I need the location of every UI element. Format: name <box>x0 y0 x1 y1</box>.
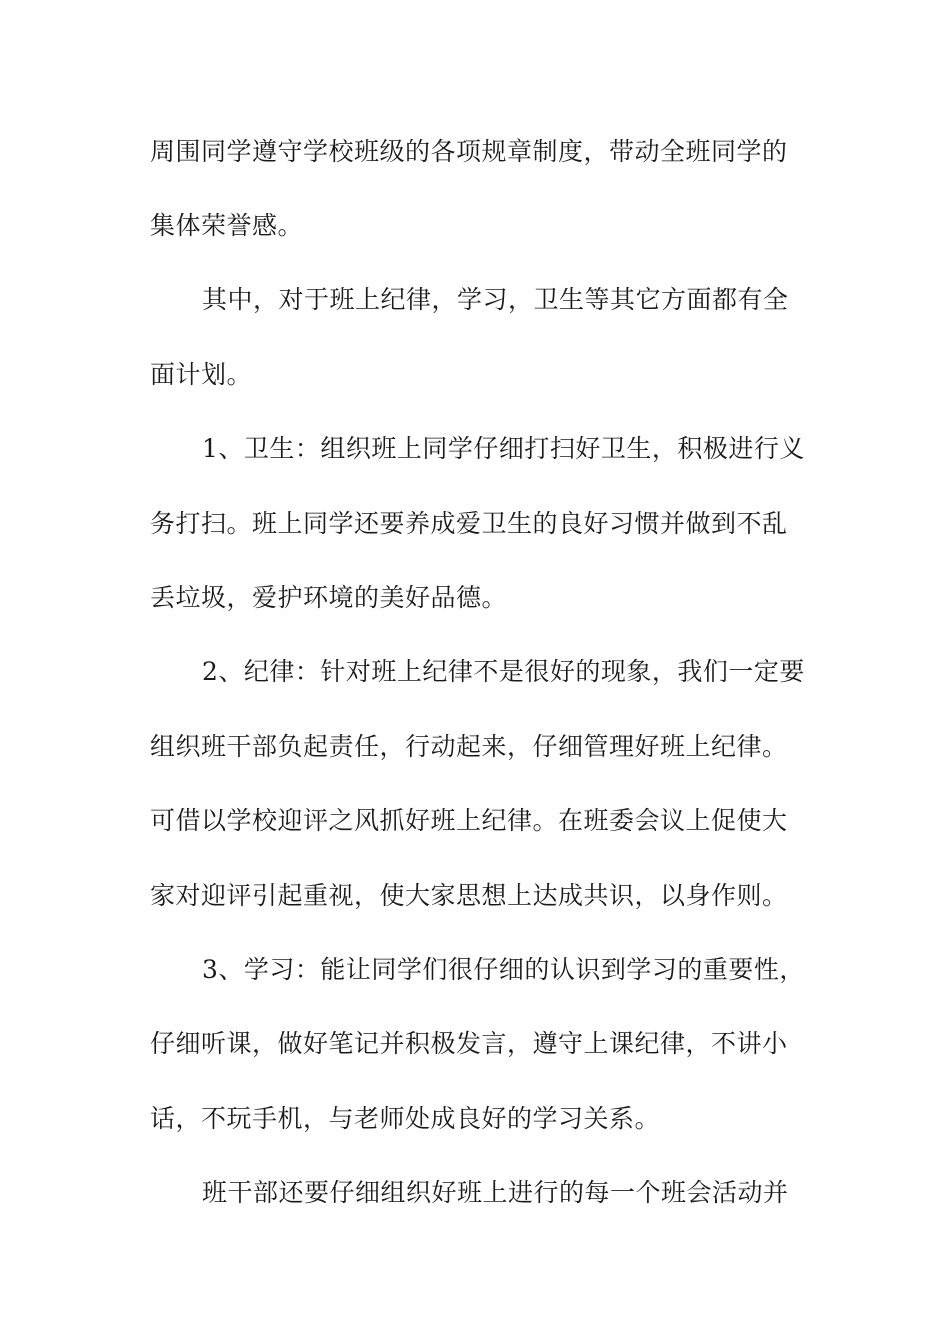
paragraph-first-line: 1、卫生：组织班上同学仔细打扫好卫生，积极进行义 <box>202 434 805 463</box>
paragraph-first-line: 2、纪律：针对班上纪律不是很好的现象，我们一定要 <box>202 657 805 686</box>
paragraph-first-line: 其中，对于班上纪律，学习，卫生等其它方面都有全 <box>202 285 789 314</box>
text-line: 组织班干部负起责任，行动起来，仔细管理好班上纪律。 <box>150 732 788 761</box>
paragraph-first-line: 3、学习：能让同学们很仔细的认识到学习的重要性， <box>202 955 805 984</box>
text-line: 可借以学校迎评之风抓好班上纪律。在班委会议上促使大 <box>150 806 788 835</box>
text-line: 周围同学遵守学校班级的各项规章制度，带动全班同学的 <box>150 137 788 166</box>
text-line: 面计划。 <box>150 360 253 389</box>
text-line: 丢垃圾，爱护环境的美好品德。 <box>150 583 508 612</box>
text-line: 话，不玩手机，与老师处成良好的学习关系。 <box>150 1104 661 1133</box>
text-line: 家对迎评引起重视，使大家思想上达成共识，以身作则。 <box>150 881 788 910</box>
text-line: 集体荣誉感。 <box>150 211 304 240</box>
paragraph-first-line: 班干部还要仔细组织好班上进行的每一个班会活动并 <box>202 1178 789 1207</box>
text-line: 仔细听课，做好笔记并积极发言，遵守上课纪律，不讲小 <box>150 1029 788 1058</box>
text-line: 务打扫。班上同学还要养成爱卫生的良好习惯并做到不乱 <box>150 509 788 538</box>
